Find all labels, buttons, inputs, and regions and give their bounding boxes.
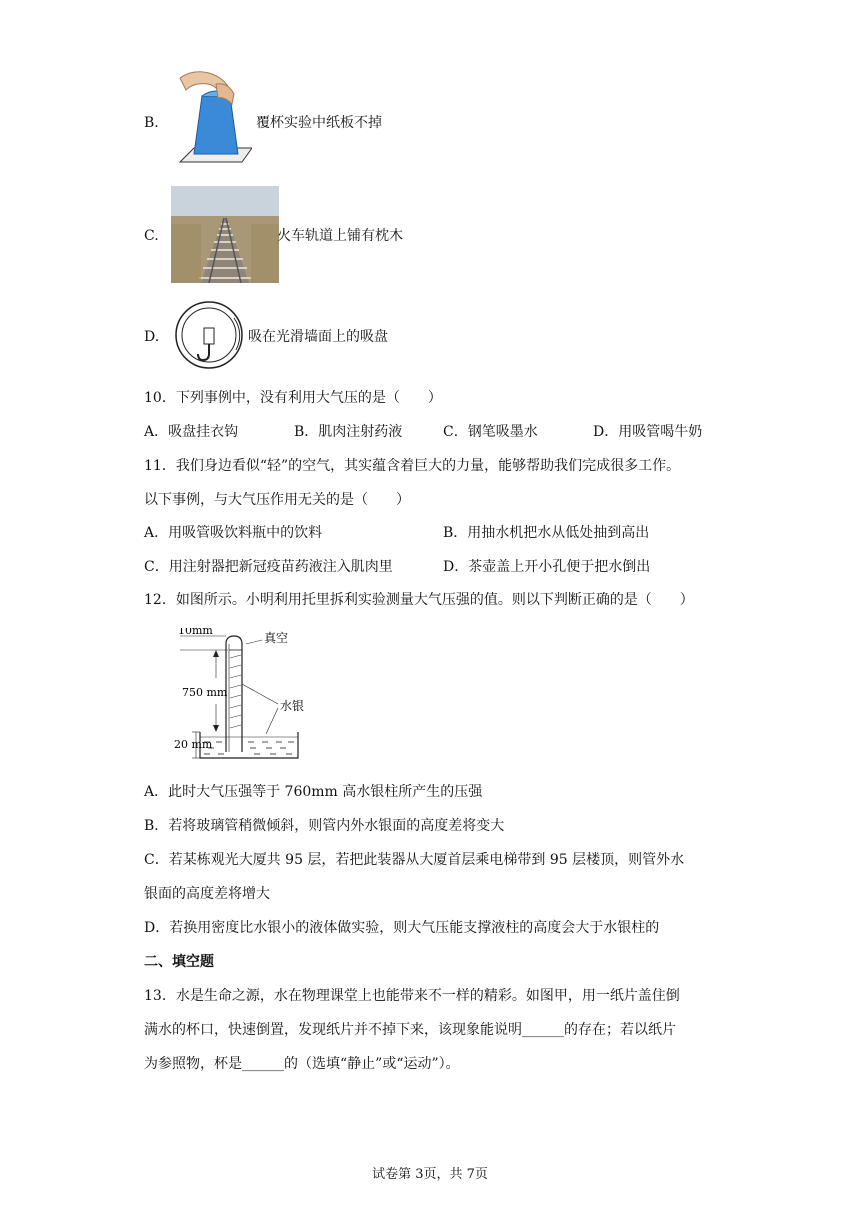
option-d-caption: 吸在光滑墙面上的吸盘 (248, 329, 388, 345)
option-b-caption: 覆杯实验中纸板不掉 (256, 115, 382, 131)
q10-option-c: C．钢笔吸墨水 (443, 424, 538, 440)
q11-option-c: C．用注射器把新冠疫苗药液注入肌肉里 (144, 559, 393, 575)
cup-experiment-image (172, 68, 252, 168)
railway-track-image (171, 186, 279, 283)
fig-vacuum-label: 真空 (264, 631, 289, 645)
page-footer: 试卷第 3页，共 7页 (372, 1167, 488, 1182)
q11-option-a: A．用吸管吸饮料瓶中的饮料 (144, 525, 323, 541)
fig-column-label: 750 mm (182, 686, 228, 699)
torricelli-figure (170, 628, 320, 760)
q10-option-a: A．吸盘挂衣钩 (144, 424, 239, 440)
fig-depth-label: 20 mm (174, 738, 213, 751)
option-c-caption: 火车轨道上铺有枕木 (277, 228, 403, 244)
q11-stem-line2: 以下事例，与大气压作用无关的是（ ） (144, 492, 410, 508)
fig-top-gap-label: 10mm (178, 628, 213, 637)
q10-option-b: B．肌肉注射药液 (294, 424, 403, 440)
q12-option-c-line1: C．若某栋观光大厦共 95 层，若把此装器从大厦首层乘电梯带到 95 层楼顶，则管外水 (144, 852, 685, 868)
q10-option-d: D．用吸管喝牛奶 (593, 424, 703, 440)
q11-option-d: D．茶壶盖上开小孔便于把水倒出 (443, 559, 651, 575)
q12-option-c-line2: 银面的高度差将增大 (144, 886, 270, 902)
suction-cup-image (172, 298, 246, 372)
q10-stem: 10．下列事例中，没有利用大气压的是（ ） (144, 390, 442, 406)
option-c-label: C. (144, 228, 159, 244)
section-heading: 二、填空题 (144, 954, 214, 970)
q13-line1: 13．水是生命之源，水在物理课堂上也能带来不一样的精彩。如图甲，用一纸片盖住倒 (144, 988, 680, 1004)
q12-option-a: A．此时大气压强等于 760mm 高水银柱所产生的压强 (144, 784, 483, 800)
option-d-label: D. (144, 329, 160, 345)
q13-line2: 满水的杯口，快速倒置，发现纸片并不掉下来，该现象能说明______的存在；若以纸片 (144, 1022, 676, 1038)
q12-stem: 12．如图所示。小明利用托里拆利实验测量大气压强的值。则以下判断正确的是（ ） (144, 592, 694, 608)
q12-option-b: B．若将玻璃管稍微倾斜，则管内外水银面的高度差将变大 (144, 818, 505, 834)
q13-line3: 为参照物，杯是______的（选填“静止”或“运动”）。 (144, 1056, 460, 1072)
q11-stem-line1: 11．我们身边看似“轻”的空气，其实蕴含着巨大的力量，能够帮助我们完成很多工作。 (144, 458, 681, 474)
option-b-label: B. (144, 115, 159, 131)
fig-mercury-label: 水银 (280, 699, 305, 713)
q12-option-d: D．若换用密度比水银小的液体做实验，则大气压能支撑液柱的高度会大于水银柱的 (144, 920, 660, 936)
q11-option-b: B．用抽水机把水从低处抽到高出 (443, 525, 650, 541)
